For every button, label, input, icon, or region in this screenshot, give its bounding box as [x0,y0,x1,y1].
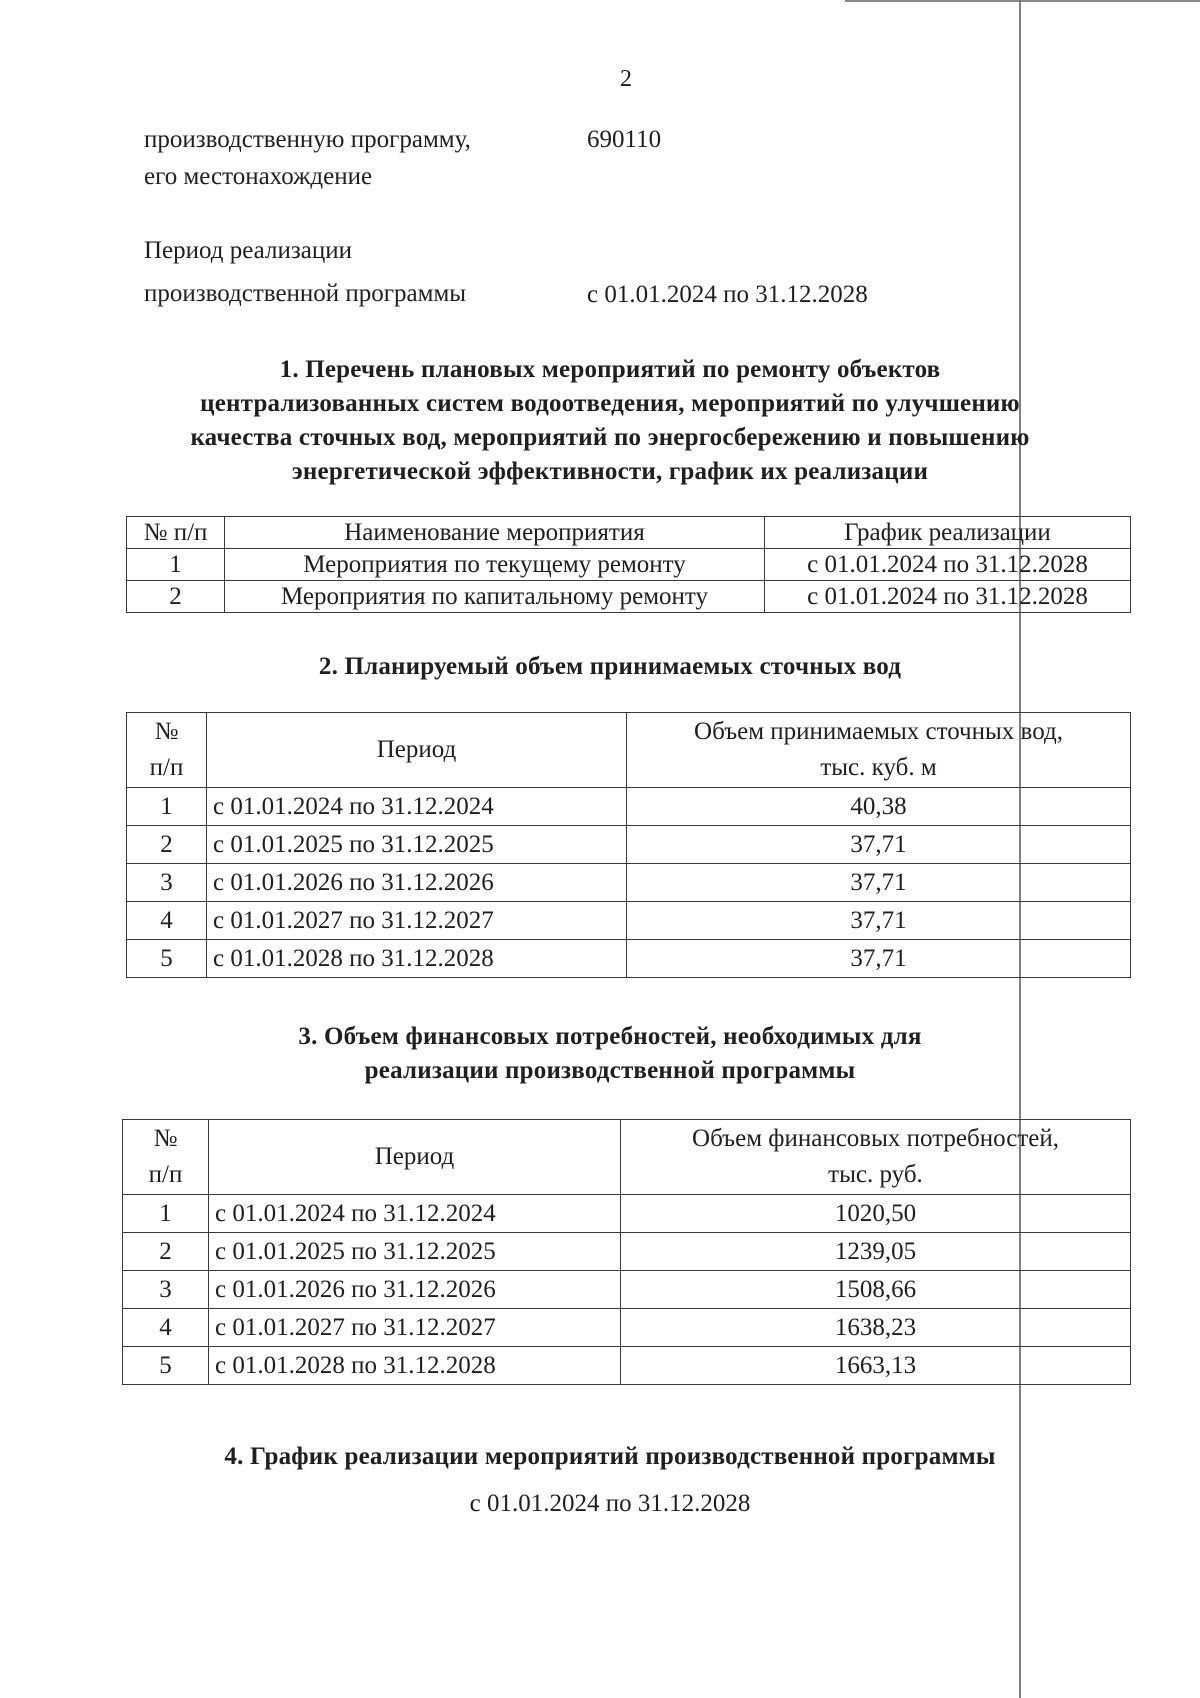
table-row [123,1233,1131,1271]
section3-title-line: реализации производственной программы [364,1057,856,1084]
row-period: с 01.01.2028 по 31.12.2028 [207,940,627,978]
row-num: 1 [127,788,207,826]
table-row [127,940,1131,978]
section1-title-line: 1. Перечень плановых мероприятий по ремонту объектов [279,356,941,383]
row-num: 3 [123,1271,209,1309]
row-num: 4 [127,902,207,940]
section1-title [130,353,1090,489]
row-finance: 1020,50 [621,1195,1131,1233]
section1-title-line: централизованных систем водоотведения, мероприятий по улучшению [200,390,1020,417]
row-num: 1 [123,1195,209,1233]
row-num: 2 [127,826,207,864]
row-num: 4 [123,1309,209,1347]
col-header-name: Наименование мероприятия [225,517,765,549]
col-header-finance [621,1120,1131,1195]
table-row [127,864,1131,902]
section4-title: 4. График реализации мероприятий производственной программы [224,1443,996,1470]
table-row [123,1347,1131,1385]
col-header-finance-line: тыс. руб. [828,1161,923,1188]
table-row [123,1195,1131,1233]
table-header-row [127,713,1131,788]
period-value: с 01.01.2024 по 31.12.2028 [587,281,868,308]
row-volume: 37,71 [627,902,1131,940]
row-period: с 01.01.2025 по 31.12.2025 [209,1233,621,1271]
col-header-schedule: График реализации [765,517,1131,549]
org-label-line2: его местонахождение [144,163,373,190]
col-header-period: Период [207,713,627,788]
row-volume: 37,71 [627,826,1131,864]
row-num: 2 [127,581,225,613]
row-period: с 01.01.2026 по 31.12.2026 [207,864,627,902]
col-header-finance-line: Объем финансовых потребностей, [692,1125,1059,1152]
section2-title: 2. Планируемый объем принимаемых сточных вод [318,653,902,680]
section1-title-line: качества сточных вод, мероприятий по энергосбережению и повышению [190,424,1030,451]
row-period: с 01.01.2024 по 31.12.2024 [207,788,627,826]
col-header-num-line: п/п [149,754,184,781]
scan-artifact-top [845,0,1200,2]
section2-table [126,712,1131,978]
row-num: 5 [123,1347,209,1385]
section3-title-line: 3. Объем финансовых потребностей, необходимых для [298,1023,922,1050]
section3-title [130,1020,1090,1088]
row-num: 1 [127,549,225,581]
row-name: Мероприятия по текущему ремонту [225,549,765,581]
table-header-row [127,517,1131,549]
col-header-num-line: № [153,1125,178,1152]
row-period: с 01.01.2024 по 31.12.2024 [209,1195,621,1233]
col-header-num [127,713,207,788]
row-period: с 01.01.2027 по 31.12.2027 [209,1309,621,1347]
period-label-line2: производственной программы [144,280,467,307]
table-header-row [123,1120,1131,1195]
section4-schedule: с 01.01.2024 по 31.12.2028 [469,1490,751,1517]
table-row [127,549,1131,581]
org-postal-code: 690110 [587,126,662,153]
row-num: 5 [127,940,207,978]
col-header-num [123,1120,209,1195]
row-finance: 1508,66 [621,1271,1131,1309]
table-row [127,902,1131,940]
col-header-period: Период [209,1120,621,1195]
row-num: 2 [123,1233,209,1271]
table-row [127,788,1131,826]
col-header-volume-line: тыс. куб. м [820,754,937,781]
row-schedule: с 01.01.2024 по 31.12.2028 [765,549,1131,581]
row-name: Мероприятия по капитальному ремонту [225,581,765,613]
row-period: с 01.01.2025 по 31.12.2025 [207,826,627,864]
col-header-num: № п/п [127,517,225,549]
table-row [127,826,1131,864]
row-period: с 01.01.2027 по 31.12.2027 [207,902,627,940]
row-period: с 01.01.2028 по 31.12.2028 [209,1347,621,1385]
page-number: 2 [620,66,632,92]
row-finance: 1239,05 [621,1233,1131,1271]
table-row [123,1309,1131,1347]
row-volume: 40,38 [627,788,1131,826]
row-finance: 1663,13 [621,1347,1131,1385]
row-finance: 1638,23 [621,1309,1131,1347]
col-header-volume-line: Объем принимаемых сточных вод, [694,718,1063,745]
col-header-num-line: № [154,718,179,745]
row-num: 3 [127,864,207,902]
row-period: с 01.01.2026 по 31.12.2026 [209,1271,621,1309]
row-schedule: с 01.01.2024 по 31.12.2028 [765,581,1131,613]
table-row [127,581,1131,613]
col-header-num-line: п/п [148,1161,183,1188]
section1-title-line: энергетической эффективности, график их реализации [291,458,929,485]
row-volume: 37,71 [627,864,1131,902]
table-row [123,1271,1131,1309]
section1-table [126,516,1131,613]
col-header-volume [627,713,1131,788]
section3-table [122,1119,1131,1385]
row-volume: 37,71 [627,940,1131,978]
period-label-line1: Период реализации [144,237,352,264]
org-label-line1: производственную программу, [144,126,471,153]
